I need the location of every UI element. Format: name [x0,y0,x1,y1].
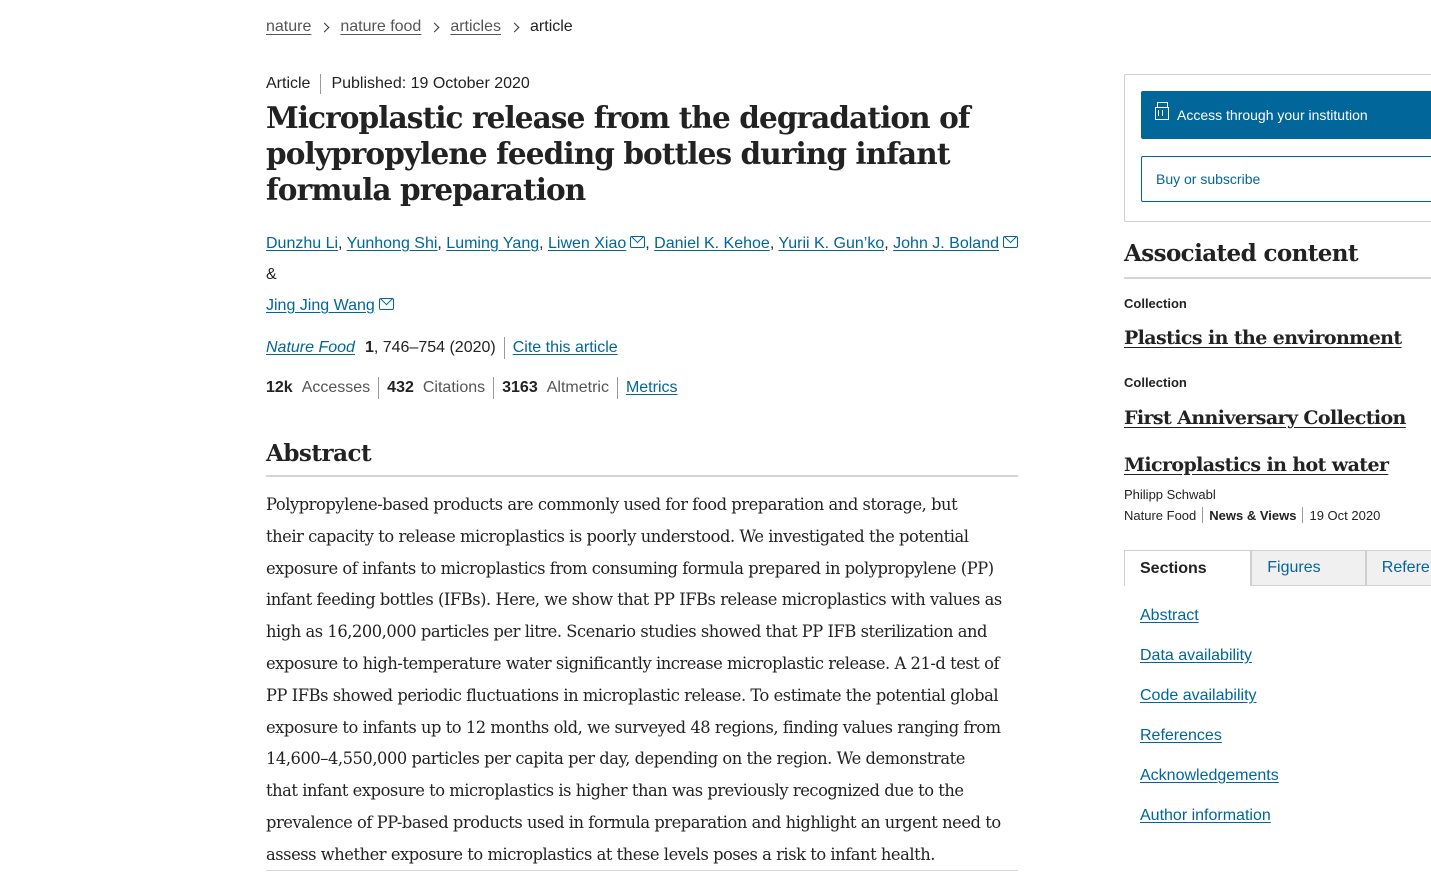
breadcrumb [266,18,573,36]
divider [1202,507,1203,523]
citation-line [266,336,1018,360]
news-journal: Nature Food [1124,507,1197,523]
journal-link[interactable]: Nature Food [266,339,355,356]
accesses-value: 12k [266,379,293,396]
buy-button-label: Buy or subscribe [1156,171,1261,187]
news-meta [1124,507,1431,523]
published-date: Published: 19 October 2020 [331,75,530,92]
tab-figures[interactable]: Figures [1251,550,1366,586]
abstract-line: Polypropylene-based products are commonly used for food preparation and storage, but [266,495,958,514]
chevron-right-icon [320,22,330,32]
divider [1302,507,1303,523]
sidebar [1124,74,1431,844]
author-link[interactable]: Jing Jing Wang [266,297,375,314]
collection-label: Collection [1124,296,1187,311]
news-date: 19 Oct 2020 [1309,507,1381,523]
access-box [1124,74,1431,222]
author-link[interactable]: John J. Boland [893,235,999,252]
section-link-abstract[interactable]: Abstract [1140,607,1199,624]
abstract-line: prevalence of PP-based products used in formula preparation and highlight an urgent need to [266,812,1001,832]
pages: , 746–754 (2020) [373,339,496,356]
author-separator: , [645,235,655,252]
altmetric-value: 3163 [502,379,538,396]
section-link-acknowledgements[interactable]: Acknowledgements [1140,767,1279,784]
news-author: Philipp Schwabl [1124,487,1216,502]
section-link-data-availability[interactable]: Data availability [1140,647,1253,664]
collection-link-plastics[interactable]: Plastics in the environment [1124,327,1402,349]
collection-link-anniversary[interactable]: First Anniversary Collection [1124,407,1406,429]
section-link-author-information[interactable]: Author information [1140,807,1271,824]
breadcrumb-nature[interactable]: nature [266,18,312,35]
author-link[interactable]: Yunhong Shi [346,235,438,252]
abstract-line: assess whether exposure to microplastics at these levels poses a risk to infant health. [266,844,935,864]
abstract-line: PP IFBs showed periodic fluctuations in microplastic release. To estimate the potential global [266,685,999,705]
section-nav [1124,604,1431,844]
tab-sections[interactable]: Sections [1124,550,1251,586]
divider [617,377,618,399]
chevron-right-icon [510,22,520,32]
author-link[interactable]: Daniel K. Kehoe [654,235,770,252]
breadcrumb-current: article [530,18,573,35]
abstract-line: that infant exposure to microplastics is higher than was previously recognized due to the [266,781,964,801]
divider [320,74,321,94]
author-list [266,228,1018,321]
abstract-heading: Abstract [266,440,1018,477]
author-separator: , [884,235,894,252]
article-title: Microplastic release from the degradation of polypropylene feeding bottles during infant formula preparation [266,100,970,207]
mail-icon[interactable] [379,298,394,310]
author-link[interactable]: Luming Yang [446,235,540,252]
author-link[interactable]: Yurii K. Gun’ko [778,235,885,252]
author-separator: & [266,266,277,283]
author-link[interactable]: Dunzhu Li [266,235,339,252]
collection-label: Collection [1124,375,1187,390]
metrics-link[interactable]: Metrics [625,379,678,396]
abstract-line: high as 16,200,000 particles per litre. Scenario studies showed that PP IFB sterilization and [266,622,987,642]
altmetric-label: Altmetric [546,379,609,396]
mail-icon[interactable] [1003,236,1018,248]
abstract-line: exposure to infants up to 12 months old, we surveyed 48 regions, finding values ranging from [266,717,1001,737]
tab-references[interactable]: Refere [1366,550,1431,586]
news-views-link[interactable]: Microplastics in hot water [1124,454,1389,476]
abstract-text [266,489,1018,871]
abstract-line: infant feeding bottles (IFBs). Here, we show that PP IFBs release microplastics with values as [266,590,1002,610]
cite-article-link[interactable]: Cite this article [512,339,618,356]
news-type: News & Views [1209,507,1297,523]
metrics-bar [266,376,1018,400]
mail-icon[interactable] [630,236,645,248]
breadcrumb-nature-food[interactable]: nature food [340,18,422,35]
abstract-line: exposure to high-temperature water significantly increase microplastic release. A 21-d test of [266,653,1000,673]
section-divider [266,870,1018,871]
author-separator: , [338,235,347,252]
volume: 1 [364,339,374,356]
divider [378,377,379,399]
buy-subscribe-button[interactable] [1141,156,1431,202]
associated-content-heading: Associated content [1124,240,1431,279]
article-meta [266,72,1018,96]
divider [493,377,494,399]
access-button-label: Access through your institution [1177,107,1368,123]
citations-label: Citations [422,379,486,396]
divider [504,337,505,359]
author-separator: , [769,235,779,252]
author-link[interactable]: Liwen Xiao [548,235,627,252]
access-institution-button[interactable] [1141,91,1431,139]
section-link-code-availability[interactable]: Code availability [1140,687,1257,704]
citations-value: 432 [387,379,414,396]
accesses-label: Accesses [301,379,371,396]
abstract-line: exposure of infants to microplastics from consuming formula prepared in polypropylene (PP) [266,558,994,578]
abstract-line: 14,600–4,550,000 particles per capita per day, depending on the region. We demonstrate [266,749,965,769]
section-tabs [1124,550,1431,586]
article-main [266,72,1018,871]
abstract-line: their capacity to release microplastics is poorly understood. We investigated the potential [266,526,969,546]
chevron-right-icon [430,22,440,32]
author-separator: , [539,235,548,252]
article-type: Article [266,75,311,92]
breadcrumb-articles[interactable]: articles [450,18,502,35]
author-separator: , [437,235,447,252]
institution-icon [1155,107,1169,120]
section-link-references[interactable]: References [1140,727,1222,744]
